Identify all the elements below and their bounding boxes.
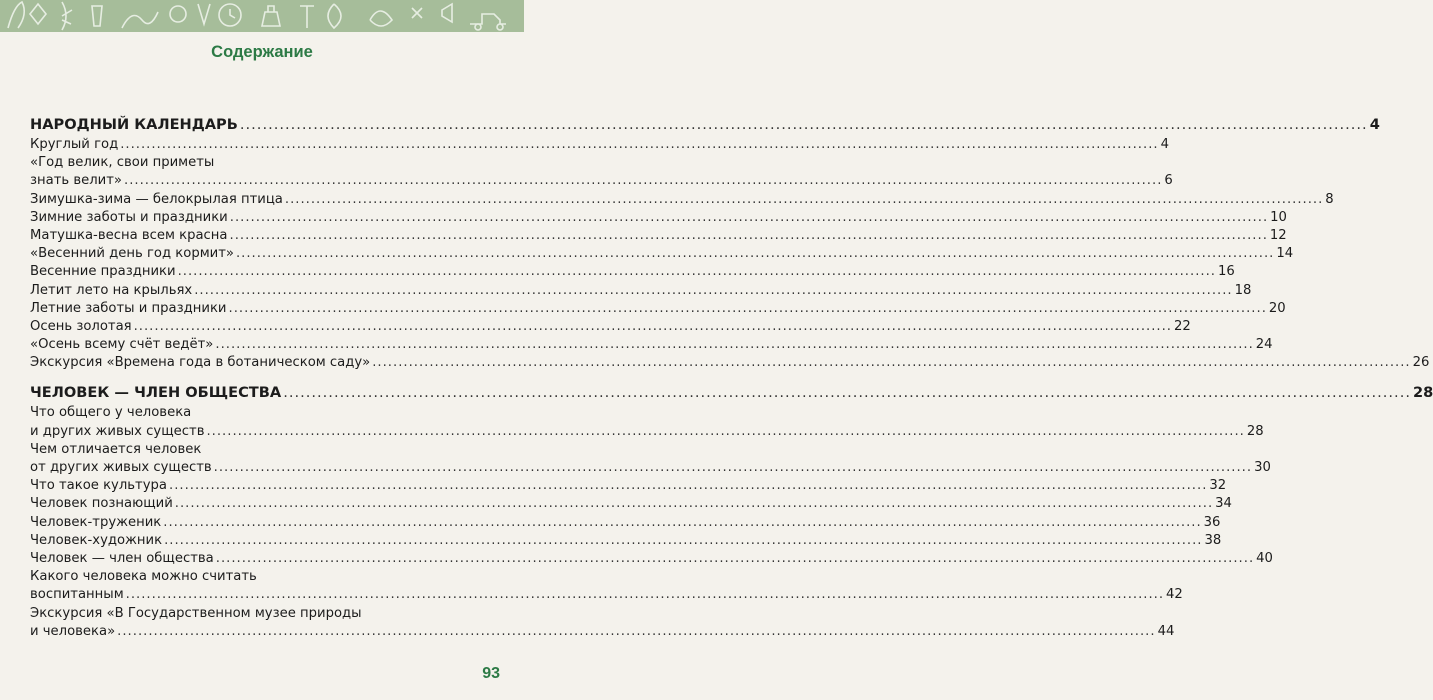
toc-entry[interactable] <box>30 263 1235 281</box>
dot-leader: ........................................................................................................................................................................................................ <box>228 300 1267 316</box>
entry-page: 8 <box>1325 191 1334 207</box>
entry-title: Летние заботы и праздники <box>30 300 227 316</box>
entry-title: Какого человека можно считать <box>30 569 257 585</box>
dot-leader: ........................................................................................................................................................................................................ <box>163 514 1202 530</box>
table-of-contents <box>30 114 1433 641</box>
entry-title: Чем отличается человек <box>30 441 202 457</box>
entry-title: Что такое культура <box>30 478 167 494</box>
toc-entry[interactable] <box>30 154 1173 190</box>
toc-entry[interactable] <box>30 227 1287 245</box>
dot-leader: ........................................................................................................................................................................................................ <box>125 587 1165 603</box>
entry-title: Весенние праздники <box>30 264 176 280</box>
entry-title: Человек — член общества <box>30 550 214 566</box>
entry-line <box>30 568 484 586</box>
entry-page: 42 <box>1166 587 1183 603</box>
dot-leader: ........................................................................................................................................................................................................ <box>206 423 1245 439</box>
section-gap <box>30 372 484 378</box>
entry-title: воспитанным <box>30 587 124 603</box>
entry-line <box>30 532 1222 550</box>
entry-title: Осень золотая <box>30 318 132 334</box>
dot-leader: ........................................................................................................................................................................................................ <box>215 337 1254 353</box>
dot-leader: ........................................................................................................................................................................................................ <box>117 623 1156 639</box>
entry-title: Экскурсия «В Государственном музее природы <box>30 605 362 621</box>
entry-title: Что общего у человека <box>30 405 192 421</box>
entry-page: 4 <box>1160 137 1169 152</box>
dot-leader: ........................................................................................................................................................................................................ <box>177 264 1216 280</box>
entry-title: Экскурсия «Времена года в ботаническом саду» <box>30 355 371 371</box>
entry-line <box>30 586 1183 604</box>
dot-leader: ........................................................................................................................................................................................................ <box>213 460 1253 475</box>
dot-leader: ........................................................................................................................................................................................................ <box>284 191 1324 207</box>
entry-title: и человека» <box>30 623 116 639</box>
section-title: НАРОДНЫЙ КАЛЕНДАРЬ <box>30 116 238 133</box>
entry-line <box>30 263 1235 281</box>
entry-title: Матушка-весна всем красна <box>30 227 228 243</box>
toc-entry[interactable] <box>30 336 1273 354</box>
entry-line <box>30 550 1273 568</box>
decorative-header-band <box>0 0 524 32</box>
entry-line <box>30 354 1430 372</box>
entry-page: 12 <box>1269 227 1287 243</box>
section-line <box>30 114 1380 136</box>
toc-entry[interactable] <box>30 245 1294 263</box>
entry-page: 28 <box>1246 423 1264 439</box>
entry-title: и других живых существ <box>30 423 205 439</box>
toc-entry[interactable] <box>30 209 1287 227</box>
toc-entry[interactable] <box>30 404 1264 440</box>
entry-line <box>30 172 1173 190</box>
entry-page: 30 <box>1254 460 1271 475</box>
dot-leader: ........................................................................................................................................................................................................ <box>229 209 1269 225</box>
dot-leader: ........................................................................................................................................................................................................ <box>133 318 1172 334</box>
entry-page: 6 <box>1164 173 1173 189</box>
toc-entry[interactable] <box>30 191 1334 209</box>
entry-title: знать велит» <box>30 173 122 189</box>
entry-page: 44 <box>1157 623 1175 639</box>
entry-line <box>30 514 1221 532</box>
entry-line <box>30 209 1287 227</box>
entry-page: 38 <box>1204 532 1222 548</box>
dot-leader: ........................................................................................................................................................................................................ <box>215 550 1255 566</box>
section-title: ЧЕЛОВЕК — ЧЛЕН ОБЩЕСТВА <box>30 384 282 402</box>
dot-leader: ........................................................................................................................................................................................................ <box>174 496 1214 512</box>
entry-line <box>30 336 1273 354</box>
entry-title: Человек познающий <box>30 496 173 512</box>
header-doodles-icon <box>0 0 524 32</box>
entry-title: «Осень всему счёт ведёт» <box>30 337 214 353</box>
entry-line <box>30 300 1286 318</box>
page-number: 93 <box>482 665 500 682</box>
toc-entry[interactable] <box>30 550 1273 568</box>
toc-entry[interactable] <box>30 605 1175 641</box>
toc-entry[interactable] <box>30 441 1271 477</box>
entry-page: 40 <box>1256 550 1273 566</box>
toc-entry[interactable] <box>30 300 1286 318</box>
entry-page: 18 <box>1234 282 1252 298</box>
entry-line <box>30 404 484 422</box>
toc-section-heading[interactable] <box>30 114 1380 136</box>
toc-entry[interactable] <box>30 136 1169 154</box>
dot-leader: ........................................................................................................................................................................................................ <box>235 246 1275 262</box>
entry-title: от других живых существ <box>30 460 212 475</box>
entry-page: 26 <box>1412 355 1430 371</box>
entry-line <box>30 477 1227 495</box>
section-page: 4 <box>1369 116 1380 133</box>
entry-page: 22 <box>1174 318 1191 334</box>
entry-page: 20 <box>1268 300 1286 316</box>
dot-leader: ........................................................................................................................................................................................................ <box>229 227 1268 243</box>
dot-leader: ........................................................................................................................................................................................................ <box>164 532 1203 548</box>
entry-line <box>30 282 1252 300</box>
entry-title: «Год велик, свои приметы <box>30 155 215 171</box>
toc-entry[interactable] <box>30 514 1221 532</box>
entry-line <box>30 318 1191 336</box>
entry-page: 14 <box>1276 246 1294 262</box>
entry-line <box>30 154 484 172</box>
page-title: Содержание <box>211 43 313 61</box>
toc-entry[interactable] <box>30 495 1232 513</box>
entry-line <box>30 441 484 459</box>
entry-line <box>30 623 1175 641</box>
entry-line <box>30 605 484 623</box>
entry-page: 32 <box>1209 478 1227 494</box>
entry-page: 34 <box>1215 496 1232 512</box>
entry-title: Зимушка-зима — белокрылая птица <box>30 191 283 207</box>
entry-title: Зимние заботы и праздники <box>30 209 228 225</box>
dot-leader: ........................................................................................................................................................................................................ <box>169 478 1208 494</box>
dot-leader: ........................................................................................................................................................................................................ <box>194 282 1233 298</box>
toc-entry[interactable] <box>30 532 1222 550</box>
entry-line <box>30 191 1334 209</box>
entry-line <box>30 227 1287 245</box>
entry-line <box>30 245 1294 263</box>
entry-line <box>30 423 1264 441</box>
dot-leader: ........................................................................................................................................................................................................ <box>239 116 1368 133</box>
entry-page: 10 <box>1270 209 1287 225</box>
section-page: 28 <box>1412 384 1433 402</box>
entry-page: 16 <box>1217 264 1235 280</box>
entry-line <box>30 136 1169 154</box>
dot-leader: ........................................................................................................................................................................................................ <box>283 384 1411 402</box>
entry-title: Человек-художник <box>30 532 163 548</box>
dot-leader: ........................................................................................................................................................................................................ <box>124 173 1163 189</box>
entry-title: Человек-труженик <box>30 514 162 530</box>
toc-section-heading[interactable] <box>30 382 1433 404</box>
entry-page: 36 <box>1203 514 1221 530</box>
toc-entry[interactable] <box>30 568 1183 604</box>
entry-title: Круглый год <box>30 137 119 152</box>
entry-title: Летит лето на крыльях <box>30 282 193 298</box>
entry-line <box>30 459 1271 477</box>
toc-entry[interactable] <box>30 477 1227 495</box>
toc-entry[interactable] <box>30 354 1430 372</box>
dot-leader: ........................................................................................................................................................................................................ <box>120 137 1159 152</box>
entry-title: «Весенний день год кормит» <box>30 246 234 262</box>
dot-leader: ........................................................................................................................................................................................................ <box>372 355 1411 371</box>
section-line <box>30 382 1433 404</box>
toc-entry[interactable] <box>30 318 1191 336</box>
entry-page: 24 <box>1255 337 1273 353</box>
entry-line <box>30 495 1232 513</box>
toc-entry[interactable] <box>30 282 1252 300</box>
